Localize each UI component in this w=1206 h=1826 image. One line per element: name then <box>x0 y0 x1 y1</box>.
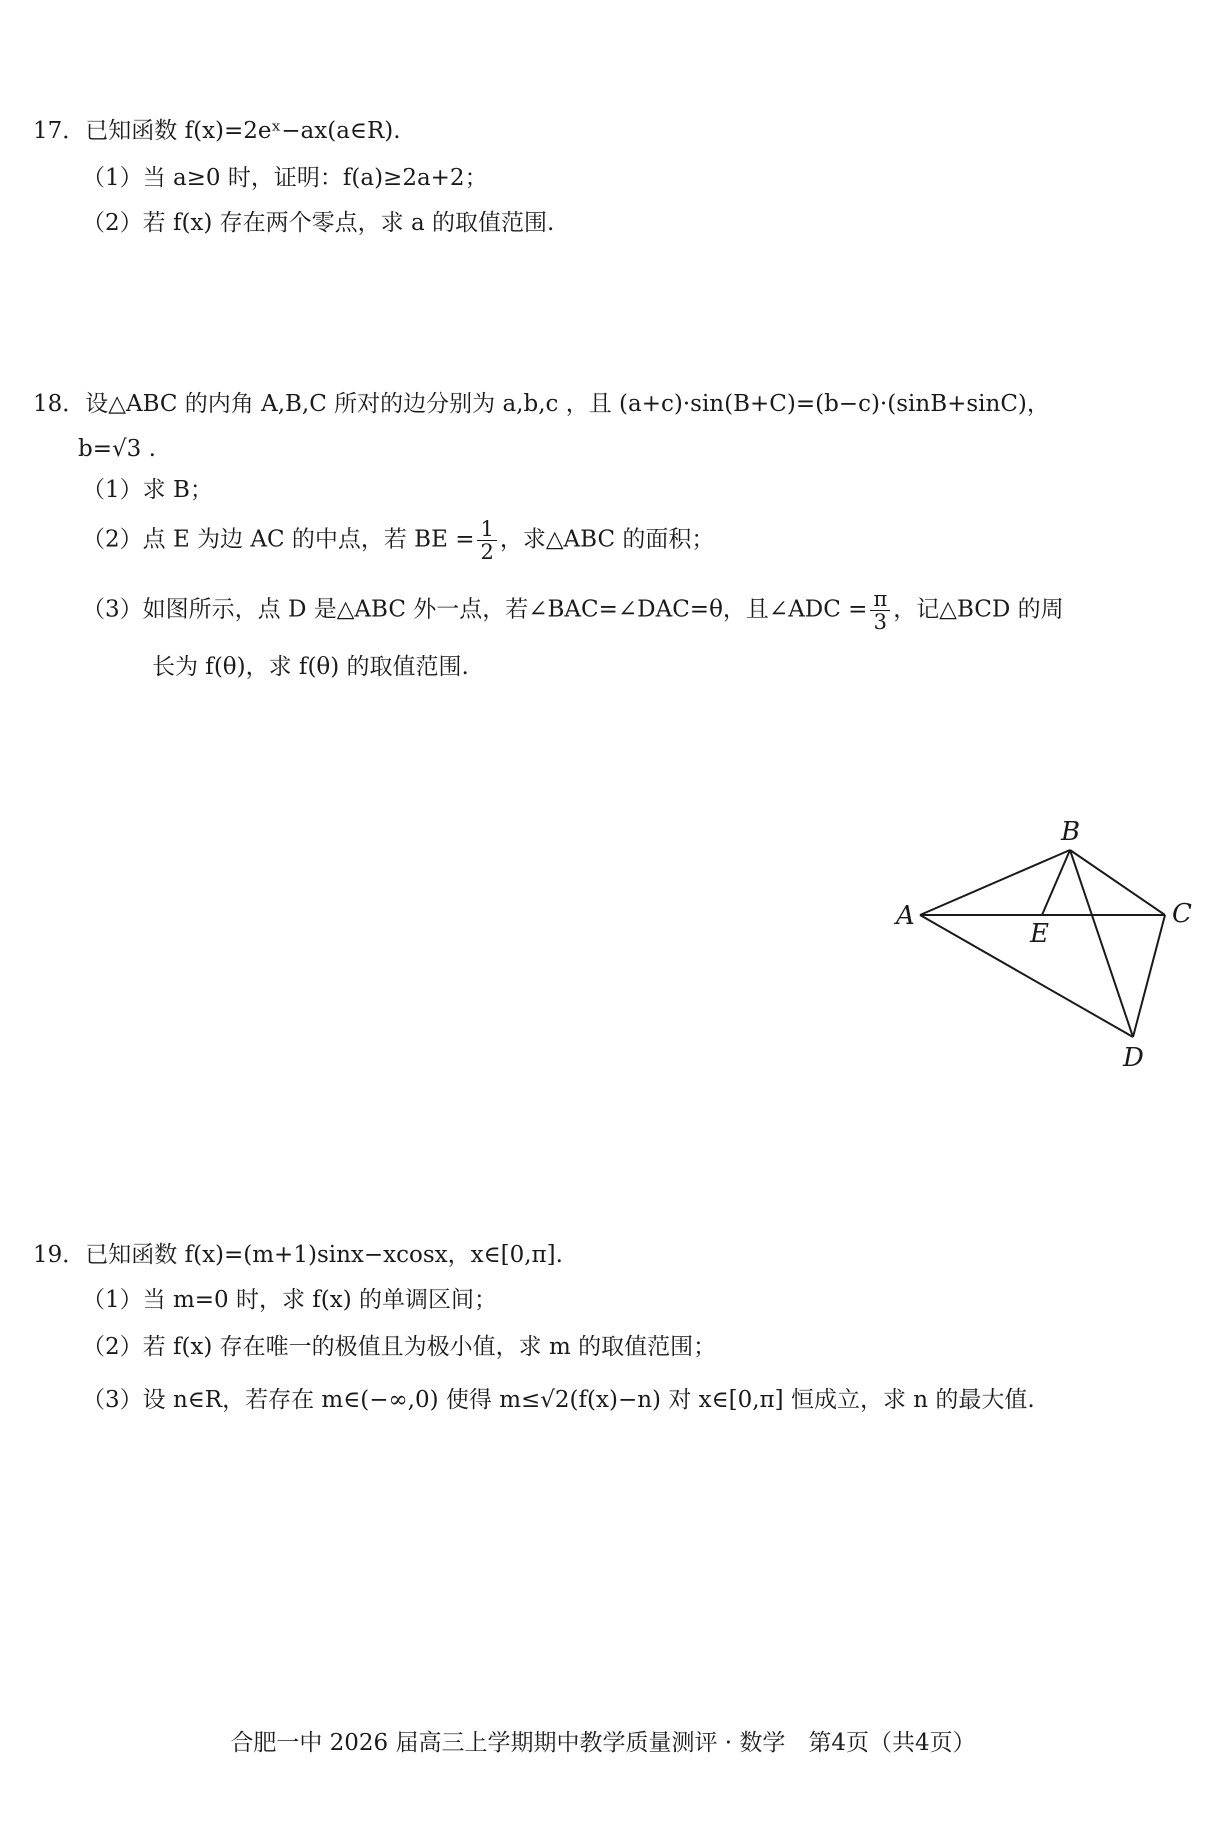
q18-part3-line2: 长为 f(θ)，求 f(θ) 的取值范围. <box>152 654 469 680</box>
label-a: A <box>896 901 915 931</box>
page-footer: 合肥一中 2026 届高三上学期期中教学质量测评 · 数学 第4页（共4页） <box>230 1730 976 1756</box>
q19-part3: （3）设 n∈R，若存在 m∈(−∞,0) 使得 m≤√2(f(x)−n) 对 x∈[0,π] 恒成立，求 n 的最大值. <box>82 1387 1035 1413</box>
fraction-denominator: 2 <box>480 540 494 564</box>
q18-part3-text: （3）如图所示，点 D 是△ABC 外一点，若∠BAC=∠DAC=θ，且∠ADC = <box>82 596 868 623</box>
triangle-figure <box>880 800 1200 1080</box>
label-b: B <box>1061 817 1081 847</box>
q19-part2: （2）若 f(x) 存在唯一的极值且为极小值，求 m 的取值范围； <box>82 1334 717 1360</box>
fraction-numerator: 1 <box>477 518 496 541</box>
q17-stem: 17．已知函数 f(x)=2eˣ−ax(a∈R). <box>33 118 401 144</box>
fraction-numerator: π <box>870 588 890 611</box>
q17-part1: （1）当 a≥0 时，证明：f(a)≥2a+2； <box>82 165 488 191</box>
q18-stem-line2: b=√3 . <box>78 436 156 462</box>
label-e: E <box>1030 919 1049 949</box>
q18-part3 <box>82 588 1064 633</box>
fraction-denominator: 3 <box>873 610 888 634</box>
q18-part1: （1）求 B； <box>82 477 213 503</box>
q17-part2: （2）若 f(x) 存在两个零点，求 a 的取值范围. <box>82 210 555 236</box>
q19-part1: （1）当 m=0 时，求 f(x) 的单调区间； <box>82 1287 498 1313</box>
q18-part2-text-after: ，求△ABC 的面积； <box>499 526 715 553</box>
q18-part2-fraction <box>477 518 496 563</box>
q18-part2 <box>82 518 714 563</box>
q18-part3-fraction <box>870 588 890 633</box>
q19-stem: 19．已知函数 f(x)=(m+1)sinx−xcosx，x∈[0,π]. <box>33 1242 563 1268</box>
segment-ad <box>920 915 1133 1037</box>
segment-bc <box>1070 850 1165 915</box>
q18-stem: 18．设△ABC 的内角 A,B,C 所对的边分别为 a,b,c ，且 (a+c)·sin(B+C)=(b−c)·(sinB+sinC)， <box>33 391 1050 417</box>
label-c: C <box>1172 899 1192 929</box>
label-d: D <box>1123 1043 1144 1073</box>
q18-part3-text-after: ，记△BCD 的周 <box>893 596 1064 623</box>
segment-bd <box>1070 850 1133 1037</box>
q18-part2-text: （2）点 E 为边 AC 的中点，若 BE = <box>82 526 475 553</box>
segment-cd <box>1133 915 1165 1037</box>
segment-ab <box>920 850 1070 915</box>
